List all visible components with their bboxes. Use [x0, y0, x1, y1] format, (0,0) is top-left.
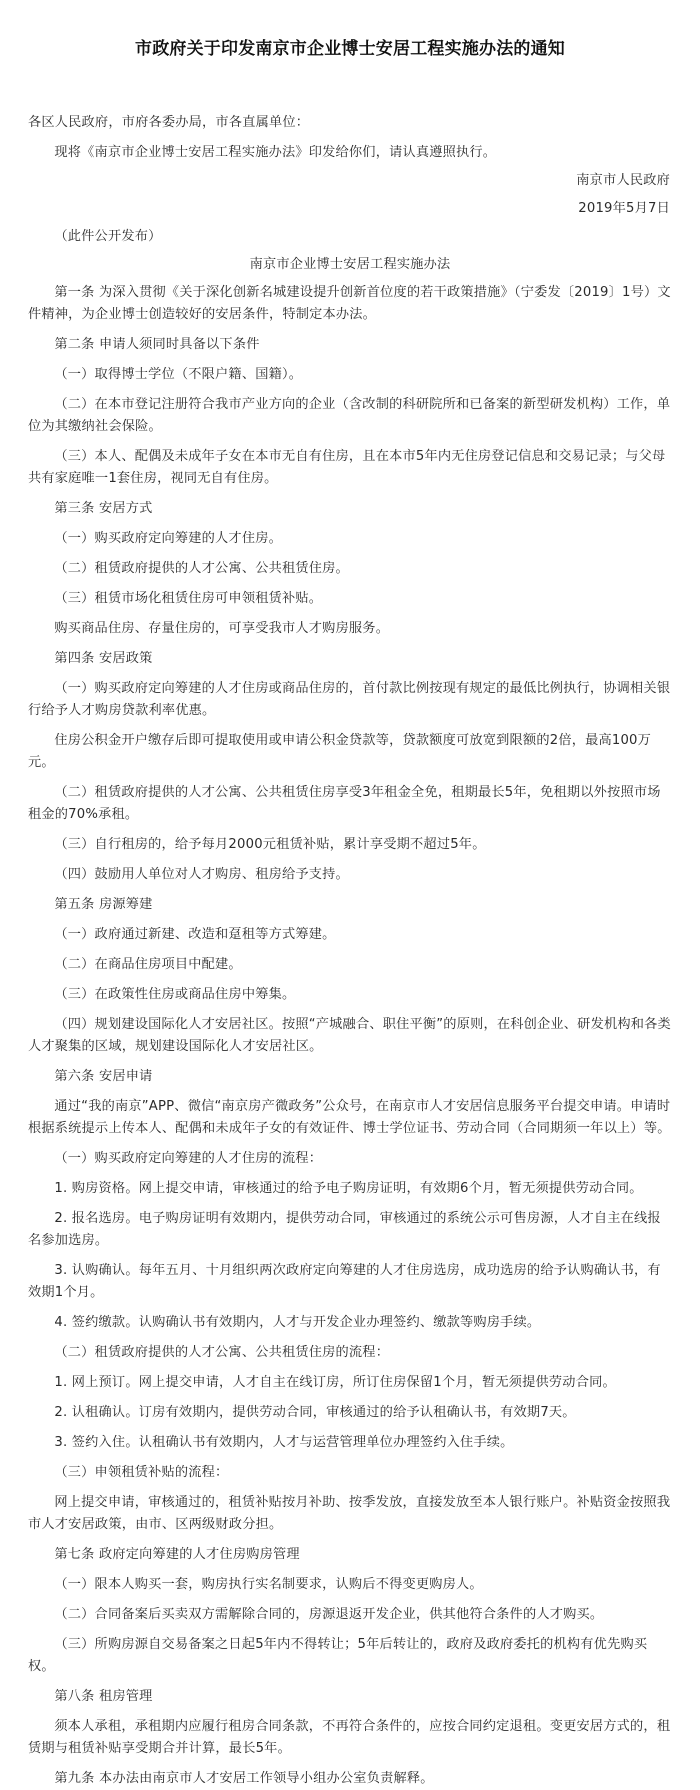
body-paragraph: （二）租赁政府提供的人才公寓、公共租赁住房享受3年租金全免，租期最长5年，免租期以外按照市场租金的70%承租。	[28, 785, 661, 822]
document-body	[28, 282, 672, 1790]
body-paragraph: 购买商品住房、存量住房的，可享受我市人才购房服务。	[54, 621, 390, 636]
addressee: 各区人民政府，市府各委办局，市各直属单位：	[28, 115, 310, 130]
issuer: 南京市人民政府	[576, 173, 670, 188]
body-paragraph: 第三条 安居方式	[54, 501, 153, 516]
body-paragraph: 第七条 政府定向筹建的人才住房购房管理	[54, 1547, 300, 1562]
body-paragraph: 2. 认租确认。订房有效期内，提供劳动合同，审核通过的给予认租确认书，有效期7天。	[54, 1405, 576, 1420]
body-paragraph: 须本人承租，承租期内应履行租房合同条款，不再符合条件的，应按合同约定退租。变更安居方式的，租赁期与租赁补贴享受期合并计算，最长5年。	[28, 1719, 671, 1756]
body-paragraph: （二）租赁政府提供的人才公寓、公共租赁住房。	[54, 561, 349, 576]
notice-title: 市政府关于印发南京市企业博士安居工程实施办法的通知	[135, 39, 565, 59]
body-paragraph: 4. 签约缴款。认购确认书有效期内，人才与开发企业办理签约、缴款等购房手续。	[54, 1315, 541, 1330]
body-paragraph: （三）自行租房的，给予每月2000元租赁补贴，累计享受期不超过5年。	[54, 837, 486, 852]
body-paragraph: （三）本人、配偶及未成年子女在本市无自有住房，且在本市5年内无住房登记信息和交易记录；与父母共有家庭唯一1套住房，视同无自有住房。	[28, 449, 666, 486]
body-paragraph: 第二条 申请人须同时具备以下条件	[54, 337, 260, 352]
body-paragraph: （三）所购房源自交易备案之日起5年内不得转让；5年后转让的，政府及政府委托的机构有优先购买权。	[28, 1637, 648, 1674]
body-paragraph: （四）规划建设国际化人才安居社区。按照“产城融合、职住平衡”的原则，在科创企业、研发机构和各类人才聚集的区域，规划建设国际化人才安居社区。	[28, 1017, 671, 1054]
body-paragraph: 3. 签约入住。认租确认书有效期内，人才与运营管理单位办理签约入住手续。	[54, 1435, 514, 1450]
body-paragraph: 3. 认购确认。每年五月、十月组织两次政府定向筹建的人才住房选房，成功选房的给予认购确认书，有效期1个月。	[28, 1263, 661, 1300]
publish-note: （此件公开发布）	[54, 229, 162, 244]
body-paragraph: （三）申领租赁补贴的流程：	[54, 1465, 229, 1480]
body-paragraph: 第五条 房源筹建	[54, 897, 153, 912]
body-paragraph: 1. 网上预订。网上提交申请，人才自主在线订房，所订住房保留1个月，暂无须提供劳动合同。	[54, 1375, 616, 1390]
body-paragraph: （一）购买政府定向筹建的人才住房。	[54, 531, 282, 546]
body-paragraph: 2. 报名选房。电子购房证明有效期内，提供劳动合同，审核通过的系统公示可售房源，人才自主在线报名参加选房。	[28, 1211, 661, 1248]
body-paragraph: （一）取得博士学位（不限户籍、国籍）。	[54, 367, 303, 382]
body-paragraph: 第一条 为深入贯彻《关于深化创新名城建设提升创新首位度的若干政策措施》（宁委发〔2019〕1号）文件精神，为企业博士创造较好的安居条件，特制定本办法。	[28, 285, 671, 322]
body-paragraph: 住房公积金开户缴存后即可提取使用或申请公积金贷款等，贷款额度可放宽到限额的2倍，最高100万元。	[28, 733, 652, 770]
issue-date: 2019年5月7日	[578, 201, 670, 216]
body-paragraph: 网上提交申请，审核通过的，租赁补贴按月补助、按季发放，直接发放至本人银行账户。补贴资金按照我市人才安居政策，由市、区两级财政分担。	[28, 1495, 671, 1532]
body-paragraph: （一）限本人购买一套，购房执行实名制要求，认购后不得变更购房人。	[54, 1577, 483, 1592]
body-paragraph: （一）购买政府定向筹建的人才住房或商品住房的，首付款比例按现有规定的最低比例执行，协调相关银行给予人才购房贷款利率优惠。	[28, 681, 671, 718]
body-paragraph: （二）租赁政府提供的人才公寓、公共租赁住房的流程：	[54, 1345, 390, 1360]
body-paragraph: 第九条 本办法由南京市人才安居工作领导小组办公室负责解释。	[54, 1771, 434, 1786]
body-paragraph: （三）租赁市场化租赁住房可申领租赁补贴。	[54, 591, 323, 606]
body-paragraph: 1. 购房资格。网上提交申请，审核通过的给予电子购房证明，有效期6个月，暂无须提供劳动合同。	[54, 1181, 643, 1196]
body-paragraph: （四）鼓励用人单位对人才购房、租房给予支持。	[54, 867, 349, 882]
body-paragraph: （三）在政策性住房或商品住房中筹集。	[54, 987, 296, 1002]
body-paragraph: 第六条 安居申请	[54, 1069, 153, 1084]
intro-paragraph: 现将《南京市企业博士安居工程实施办法》印发给你们，请认真遵照执行。	[54, 145, 497, 160]
body-paragraph: 通过“我的南京”APP、微信“南京房产微政务”公众号，在南京市人才安居信息服务平台提交申请。申请时根据系统提示上传本人、配偶和未成年子女的有效证件、博士学位证书、劳动合同（合同期须一年以上）等。	[28, 1099, 671, 1136]
body-paragraph: （一）政府通过新建、改造和趸租等方式筹建。	[54, 927, 336, 942]
body-paragraph: （二）合同备案后买卖双方需解除合同的，房源退返开发企业，供其他符合条件的人才购买。	[54, 1607, 604, 1622]
body-paragraph: 第四条 安居政策	[54, 651, 153, 666]
body-paragraph: （一）购买政府定向筹建的人才住房的流程：	[54, 1151, 323, 1166]
body-paragraph: 第八条 租房管理	[54, 1689, 153, 1704]
document-title: 南京市企业博士安居工程实施办法	[249, 257, 451, 272]
body-paragraph: （二）在商品住房项目中配建。	[54, 957, 242, 972]
body-paragraph: （二）在本市登记注册符合我市产业方向的企业（含改制的科研院所和已备案的新型研发机构）工作，单位为其缴纳社会保险。	[28, 397, 671, 434]
